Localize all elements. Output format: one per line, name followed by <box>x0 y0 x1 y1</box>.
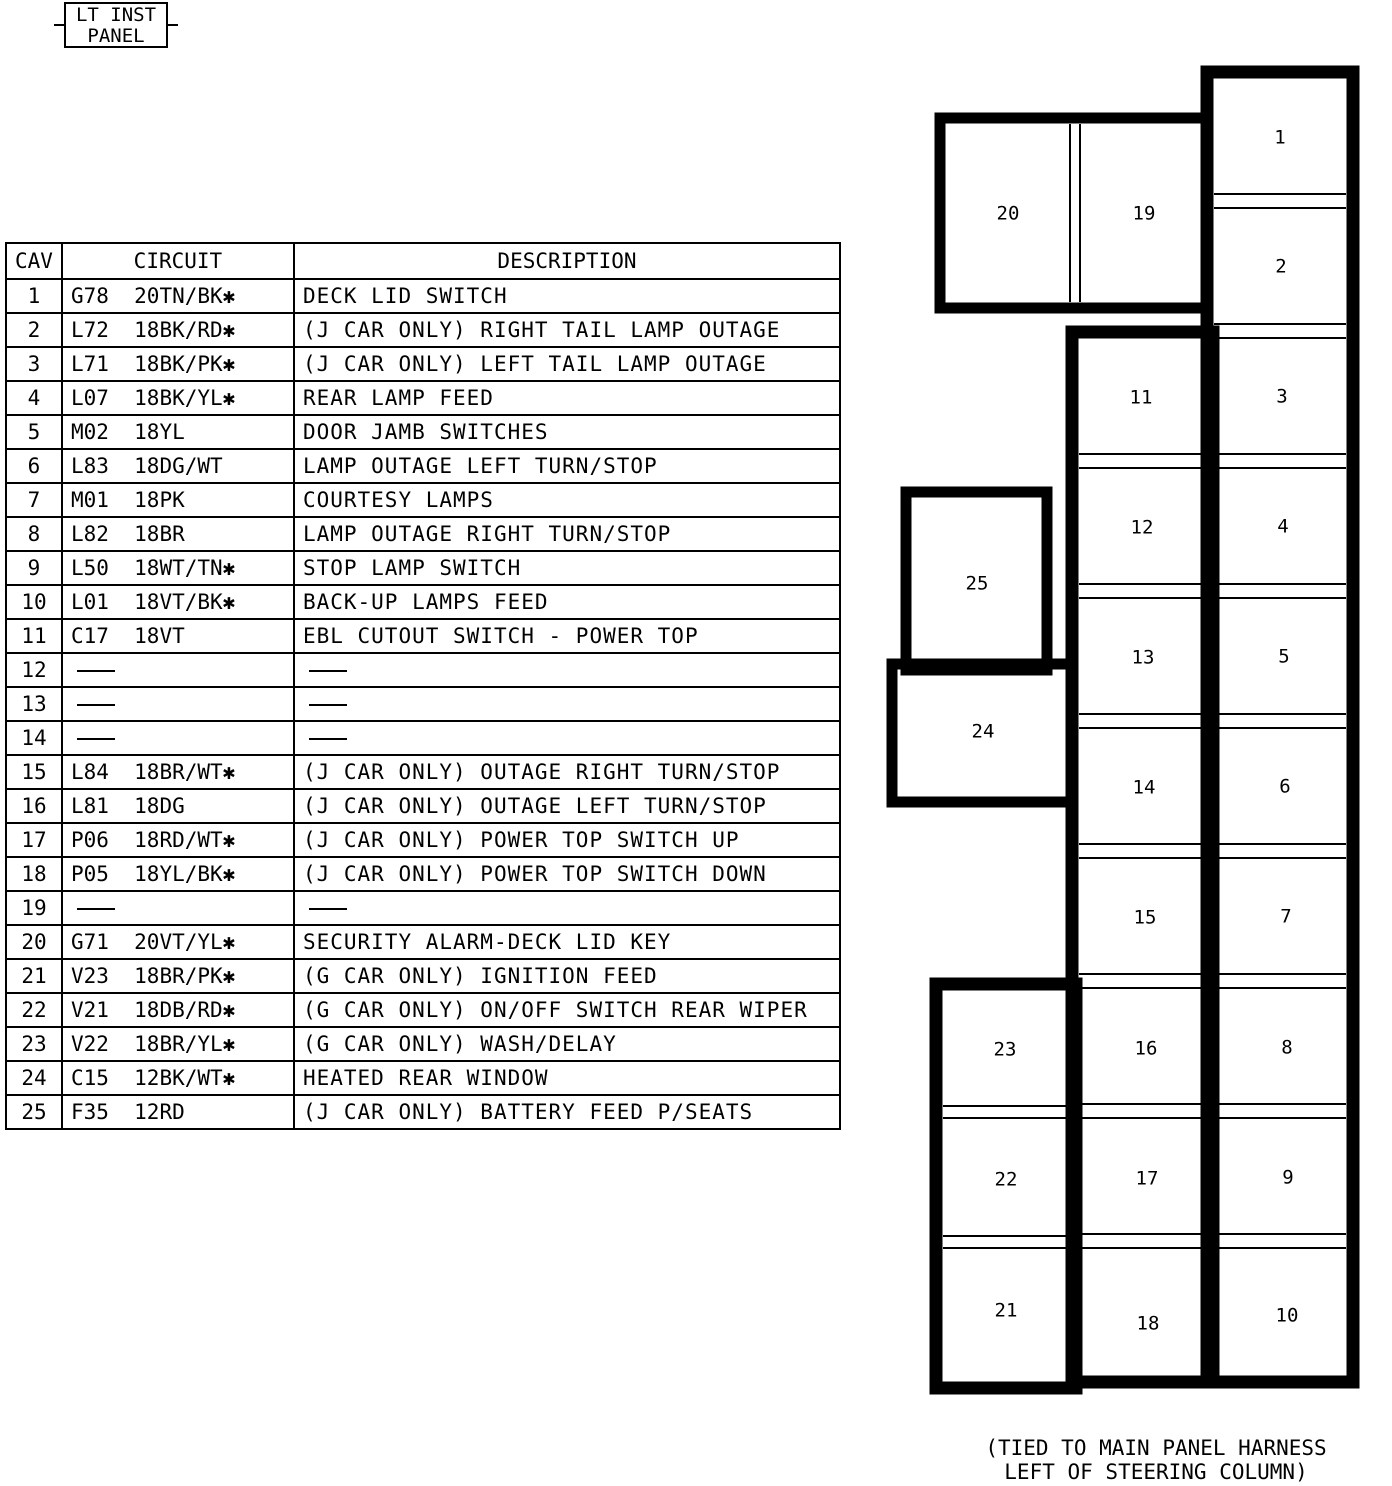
description-cell: REAR LAMP FEED <box>294 381 840 415</box>
circuit-cell: L82 18BR <box>62 517 294 551</box>
cavity-label-6: 6 <box>1279 775 1291 798</box>
cav-cell: 2 <box>6 313 62 347</box>
circuit-cell: V23 18BR/PK✱ <box>62 959 294 993</box>
column-header-description: DESCRIPTION <box>294 243 840 279</box>
cav-cell: 21 <box>6 959 62 993</box>
description-cell: (J CAR ONLY) RIGHT TAIL LAMP OUTAGE <box>294 313 840 347</box>
note-line1: (TIED TO MAIN PANEL HARNESS <box>985 1436 1327 1460</box>
circuit-cell: C17 18VT <box>62 619 294 653</box>
cavity-label-2: 2 <box>1275 255 1287 278</box>
circuit-cell: P05 18YL/BK✱ <box>62 857 294 891</box>
cav-cell: 7 <box>6 483 62 517</box>
cavity-label-10: 10 <box>1275 1304 1299 1327</box>
circuit-cell: V21 18DB/RD✱ <box>62 993 294 1027</box>
cav-cell: 1 <box>6 279 62 313</box>
cav-cell: 5 <box>6 415 62 449</box>
connector-title-line1: LT INST <box>75 4 157 26</box>
cav-cell: 19 <box>6 891 62 925</box>
cavity-label-19: 19 <box>1132 202 1156 225</box>
description-cell: (G CAR ONLY) WASH/DELAY <box>294 1027 840 1061</box>
cavity-label-9: 9 <box>1282 1166 1294 1189</box>
circuit-cell: L50 18WT/TN✱ <box>62 551 294 585</box>
cavity-label-11: 11 <box>1129 386 1153 409</box>
connector-title-line2: PANEL <box>87 25 145 47</box>
cavity-label-20: 20 <box>996 202 1020 225</box>
description-cell: DOOR JAMB SWITCHES <box>294 415 840 449</box>
cav-cell: 12 <box>6 653 62 687</box>
cavity-label-1: 1 <box>1274 126 1286 149</box>
cav-cell: 11 <box>6 619 62 653</box>
cav-cell: 9 <box>6 551 62 585</box>
description-cell: HEATED REAR WINDOW <box>294 1061 840 1095</box>
cav-cell: 25 <box>6 1095 62 1129</box>
cav-cell: 18 <box>6 857 62 891</box>
description-cell: EBL CUTOUT SWITCH - POWER TOP <box>294 619 840 653</box>
circuit-cell: M02 18YL <box>62 415 294 449</box>
note-line2: LEFT OF STEERING COLUMN) <box>1004 1460 1308 1484</box>
circuit-cell: C15 12BK/WT✱ <box>62 1061 294 1095</box>
cavity-label-7: 7 <box>1280 905 1292 928</box>
description-cell: LAMP OUTAGE LEFT TURN/STOP <box>294 449 840 483</box>
description-cell: (J CAR ONLY) BATTERY FEED P/SEATS <box>294 1095 840 1129</box>
cav-cell: 23 <box>6 1027 62 1061</box>
cav-cell: 4 <box>6 381 62 415</box>
column-header-cav: CAV <box>6 243 62 279</box>
cavity-label-4: 4 <box>1277 515 1289 538</box>
cav-cell: 24 <box>6 1061 62 1095</box>
circuit-cell: V22 18BR/YL✱ <box>62 1027 294 1061</box>
cavity-label-8: 8 <box>1281 1036 1293 1059</box>
cav-cell: 3 <box>6 347 62 381</box>
cavity-label-22: 22 <box>994 1168 1018 1191</box>
column-header-circuit: CIRCUIT <box>62 243 294 279</box>
cavity-label-18: 18 <box>1136 1312 1160 1335</box>
cavity-label-16: 16 <box>1134 1037 1158 1060</box>
cav-cell: 8 <box>6 517 62 551</box>
cavity-label-14: 14 <box>1132 776 1156 799</box>
cavity-label-15: 15 <box>1133 906 1157 929</box>
cav-cell: 17 <box>6 823 62 857</box>
cav-cell: 6 <box>6 449 62 483</box>
description-cell: SECURITY ALARM-DECK LID KEY <box>294 925 840 959</box>
cav-cell: 10 <box>6 585 62 619</box>
circuit-cell: P06 18RD/WT✱ <box>62 823 294 857</box>
description-cell: BACK-UP LAMPS FEED <box>294 585 840 619</box>
description-cell: (J CAR ONLY) POWER TOP SWITCH DOWN <box>294 857 840 891</box>
circuit-cell: L01 18VT/BK✱ <box>62 585 294 619</box>
cav-cell: 16 <box>6 789 62 823</box>
circuit-cell: L81 18DG <box>62 789 294 823</box>
description-cell: STOP LAMP SWITCH <box>294 551 840 585</box>
cavity-label-17: 17 <box>1135 1167 1159 1190</box>
cav-cell: 20 <box>6 925 62 959</box>
cavity-block-19-20-outline <box>940 118 1208 308</box>
cav-cell: 13 <box>6 687 62 721</box>
harness-location-note <box>956 1436 1356 1484</box>
cav-cell: 15 <box>6 755 62 789</box>
circuit-cell: L72 18BK/RD✱ <box>62 313 294 347</box>
cavity-label-12: 12 <box>1130 516 1154 539</box>
circuit-cell: L83 18DG/WT <box>62 449 294 483</box>
circuit-cell: G71 20VT/YL✱ <box>62 925 294 959</box>
description-cell: (G CAR ONLY) ON/OFF SWITCH REAR WIPER <box>294 993 840 1027</box>
description-cell: (J CAR ONLY) LEFT TAIL LAMP OUTAGE <box>294 347 840 381</box>
description-cell: DECK LID SWITCH <box>294 279 840 313</box>
cavity-label-23: 23 <box>993 1038 1017 1061</box>
cav-cell: 14 <box>6 721 62 755</box>
description-cell: (J CAR ONLY) OUTAGE RIGHT TURN/STOP <box>294 755 840 789</box>
cavity-label-3: 3 <box>1276 385 1288 408</box>
description-cell: COURTESY LAMPS <box>294 483 840 517</box>
cavity-label-25: 25 <box>965 572 989 595</box>
cavity-label-5: 5 <box>1278 645 1290 668</box>
cav-cell: 22 <box>6 993 62 1027</box>
cavity-label-13: 13 <box>1131 646 1155 669</box>
circuit-cell: L84 18BR/WT✱ <box>62 755 294 789</box>
description-cell: LAMP OUTAGE RIGHT TURN/STOP <box>294 517 840 551</box>
circuit-cell: M01 18PK <box>62 483 294 517</box>
description-cell: (G CAR ONLY) IGNITION FEED <box>294 959 840 993</box>
description-cell: (J CAR ONLY) OUTAGE LEFT TURN/STOP <box>294 789 840 823</box>
circuit-cell: F35 12RD <box>62 1095 294 1129</box>
cavity-label-24: 24 <box>971 720 995 743</box>
circuit-cell: L07 18BK/YL✱ <box>62 381 294 415</box>
description-cell: (J CAR ONLY) POWER TOP SWITCH UP <box>294 823 840 857</box>
circuit-cell: G78 20TN/BK✱ <box>62 279 294 313</box>
circuit-cell: L71 18BK/PK✱ <box>62 347 294 381</box>
cavity-label-21: 21 <box>994 1299 1018 1322</box>
